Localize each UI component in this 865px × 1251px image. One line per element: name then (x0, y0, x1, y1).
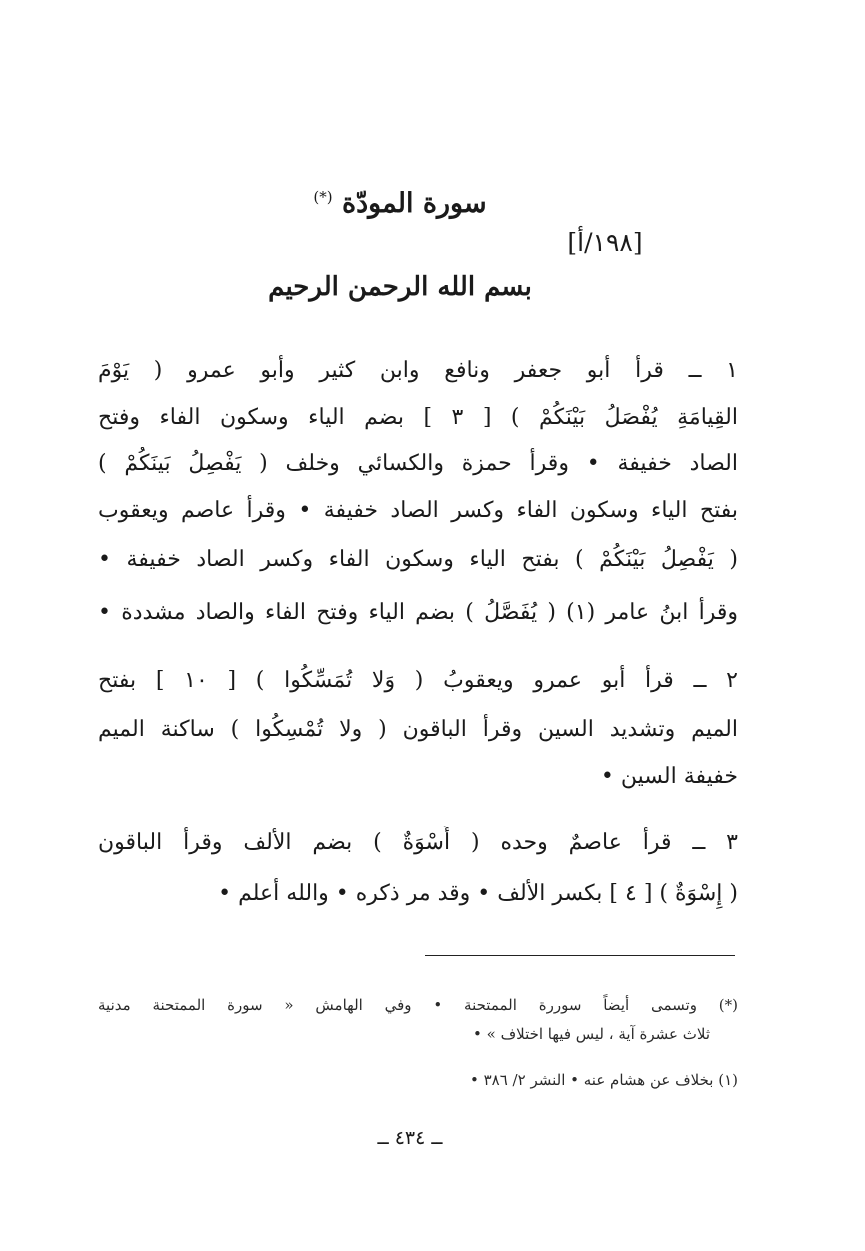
text-line: بفتح الياء وسكون الفاء وكسر الصاد خفيفة • وقرأ عاصم ويعقوب (98, 498, 738, 523)
text-line: وقرأ ابنُ عامر (١) ( يُفَصَّلُ ) بضم الياء وفتح الفاء والصاد مشددة • (98, 600, 738, 625)
text-line: ٢ ــ قرأ أبو عمرو ويعقوبُ ( وَلا تُمَسِّكُوا ) [ ١٠ ] بفتح (98, 668, 738, 693)
surah-title-text: سورة المودّة (342, 188, 487, 219)
text-line: القِيامَةِ يُفْصَلُ بَيْنَكُمْ ) [ ٣ ] بضم الياء وسكون الفاء وفتح (98, 405, 738, 430)
text-line: خفيفة السين • (600, 764, 738, 789)
text-line: ٣ ــ قرأ عاصمٌ وحده ( أُسْوَةٌ ) بضم الألف وقرأ الباقون (98, 830, 738, 855)
text-line: ( يَفْصِلُ بَيْنَكُمْ ) بفتح الياء وسكون الفاء وكسر الصاد خفيفة • (98, 547, 738, 572)
manuscript-folio-reference: [١٩٨/أ] (567, 228, 643, 257)
footnote-1: (١) بخلاف عن هشام عنه • النشر ٢/ ٣٨٦ • (469, 1071, 738, 1089)
text-line: الميم وتشديد السين وقرأ الباقون ( ولا تُمْسِكُوا ) ساكنة الميم (98, 717, 738, 742)
text-line: ( إِسْوَةٌ ) [ ٤ ] بكسر الألف • وقد مر ذكره • والله أعلم • (218, 881, 738, 906)
footnote-star-line2: ثلاث عشرة آية ، ليس فيها اختلاف » • (473, 1025, 710, 1043)
surah-title (250, 188, 550, 219)
text-line: ١ ــ قرأ أبو جعفر ونافع وابن كثير وأبو عمرو ( يَوْمَ (98, 358, 738, 383)
footnote-star-line1: (*) وتسمى أيضاً سوررة الممتحنة • وفي الهامش « سورة الممتحنة مدنية (98, 996, 738, 1014)
page-number: ــ ٤٣٤ ــ (377, 1127, 443, 1149)
footnote-separator (425, 955, 735, 956)
basmala: بسم الله الرحمن الرحيم (268, 272, 532, 302)
footnote-marker: (*) (313, 188, 333, 206)
text-line: الصاد خفيفة • وقرأ حمزة والكسائي وخلف ( يَفْصِلُ بَينَكُمْ ) (98, 451, 738, 476)
